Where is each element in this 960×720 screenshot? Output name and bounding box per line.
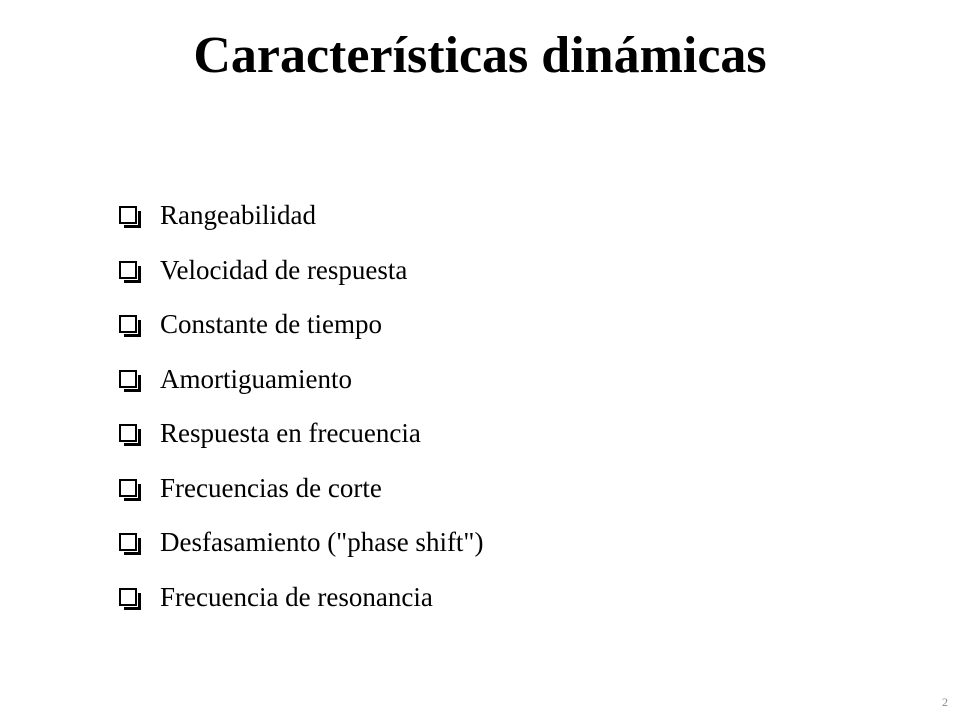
bullet-item-constante-de-tiempo xyxy=(119,297,483,352)
bullet-text: Velocidad de respuesta xyxy=(160,254,408,285)
shadowed-square-bullet-icon xyxy=(119,261,137,279)
bullet-item-frecuencias-de-corte xyxy=(119,461,483,516)
bullet-text: Frecuencia de resonancia xyxy=(160,581,433,612)
slide-title: Características dinámicas xyxy=(193,27,767,84)
bullet-text: Constante de tiempo xyxy=(160,309,382,339)
bullet-item-rangeabilidad xyxy=(119,188,483,243)
page-number: 2 xyxy=(942,695,948,709)
bullet-text: Rangeabilidad xyxy=(160,200,316,230)
bullet-item-frecuencia-de-resonancia xyxy=(119,570,483,625)
shadowed-square-bullet-icon xyxy=(119,370,137,388)
shadowed-square-bullet-icon xyxy=(119,315,137,333)
bullet-text: Frecuencias de corte xyxy=(160,472,382,503)
bullet-list xyxy=(119,188,483,624)
bullet-item-respuesta-en-frecuencia xyxy=(119,406,483,461)
shadowed-square-bullet-icon xyxy=(119,533,137,551)
bullet-text: Amortiguamiento xyxy=(160,363,352,394)
bullet-item-velocidad-de-respuesta xyxy=(119,243,483,298)
bullet-item-desfasamiento xyxy=(119,515,483,570)
shadowed-square-bullet-icon xyxy=(119,424,137,442)
shadowed-square-bullet-icon xyxy=(119,479,137,497)
shadowed-square-bullet-icon xyxy=(119,206,137,224)
bullet-text: Respuesta en frecuencia xyxy=(160,418,421,448)
shadowed-square-bullet-icon xyxy=(119,588,137,606)
bullet-item-amortiguamiento xyxy=(119,352,483,407)
bullet-text: Desfasamiento ("phase shift") xyxy=(160,527,484,557)
